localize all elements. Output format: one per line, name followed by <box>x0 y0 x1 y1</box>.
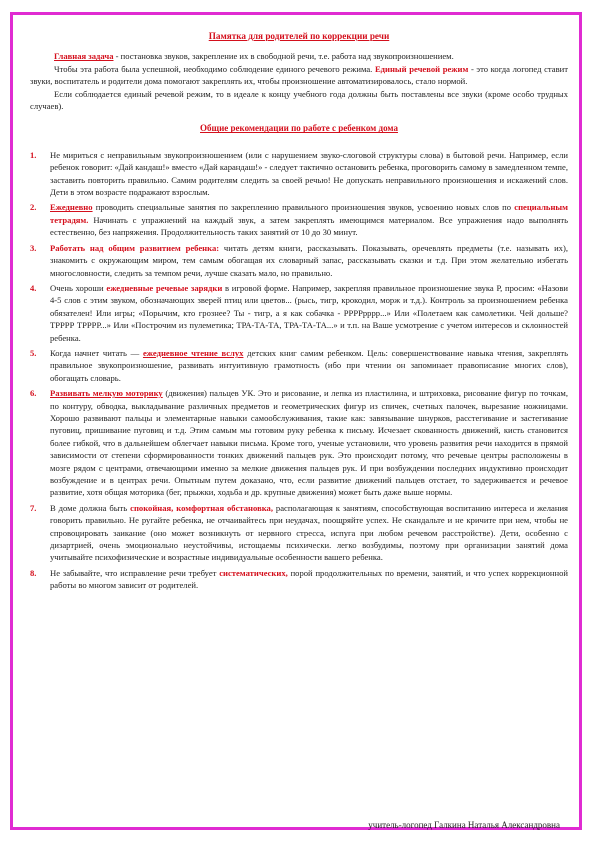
intro-paragraph-2 <box>30 63 568 88</box>
item-pre: Очень хороши <box>50 282 107 293</box>
item-lead: Ежедневно <box>50 202 93 213</box>
intro-paragraph-3: Если соблюдается единый речевой режим, то в идеале к концу учебного года должны быть поставлены все звуки (кроме особо трудных случаев). <box>30 88 568 112</box>
recommendation-item-6 <box>30 387 568 499</box>
item-lead: Работать над общим развитием ребенка: <box>50 242 220 253</box>
item-number: 4. <box>30 282 37 293</box>
document-body <box>30 30 568 595</box>
recommendation-item-4 <box>30 282 568 344</box>
recommendation-item-3 <box>30 242 568 279</box>
recommendation-item-1 <box>30 149 568 199</box>
item-text: Не мириться с неправильным звукопроизношением (или с нарушением звуко-слоговой структуры слова) в бытовой речи. Например, если ребенок говорит: «Дай кандаш!» вместо «Дай карандаш!» - следует тактично остановить ребенка, проговорить самому в замедленном темпе, заставить повторить правильно. Самим родителям следить за своей речью! Не допускать неправильного произношения и искажений слов. Дети в этом возрасте подражают взрослым. <box>50 149 568 198</box>
item-lead: Развивать мелкую моторику <box>50 388 163 399</box>
item-number: 8. <box>30 567 37 578</box>
recommendation-item-8 <box>30 567 568 592</box>
intro-p1-text: - постановка звуков, закрепление их в свободной речи, т.е. работа над звукопроизношением. <box>113 51 454 62</box>
item-text-after: Начинать с упражнений на каждый звук, а затем закреплять имеющимся материалом. Все упражнения надо выполнять естественно, без напряжения. Продолжительность таких занятий от 10 до 30 минут. <box>50 214 568 238</box>
recommendation-item-7 <box>30 502 568 564</box>
item-lead: систематических, <box>219 567 288 578</box>
item-lead: ежедневное чтение вслух <box>142 347 244 358</box>
document-title: Памятка для родителей по коррекции речи <box>208 31 390 41</box>
recommendation-item-2 <box>30 201 568 238</box>
recommendation-item-5 <box>30 347 568 384</box>
item-number: 1. <box>30 149 37 160</box>
intro-paragraph-1 <box>30 50 568 62</box>
item-text: читать детям книги, рассказывать. Показывать, оречевлять предметы (т.е. называть их), знакомить с окружающим миром, тем самым обогащая их словарный запас, рассказывать сказки и т.д. При этом желательно избегать многословности, следить за темпом речи, лучше сказать мало, но правильно. <box>50 242 568 278</box>
intro-p2-text: - это когда логопед ставит звуки, воспитатель и родители дома помогают закреплять их, чтобы произношение автоматизировалось, стало нормой. <box>30 63 568 87</box>
item-text: порой продолжительных по времени, занятий, и что успех коррекционной работы во многом зависит от родителей. <box>50 567 568 591</box>
item-text: (движения) пальцев УК. Это и рисование, и лепка из пластилина, и штриховка, рисование фигур по точкам, по контуру, обводка, выкладывание различных предметов и геометрических фигур из спичек, счетных палочек, вырезание ножницами. Хорошо развивают пальцы и элементарные навыки самообслуживания, такие как: завязывание шнурков, расстегивание и застегивание пуговиц, пришивание пуговиц и т.д. Этим самым мы готовим руку ребенка к письму. Исчезает скованность движений, кисть становится более гибкой, что в дальнейшем облегчает навыки письма. Кроме того, ученые установили, что уровень развития речи находится в прямой зависимости от степени сформированности тонких движений пальцев рук. Это происходит потому, что речевые центры расположены в мозге рядом с центрами, отвечающими именно за мелкие движения пальцев рук. И при возбуждении последних индуктивно происходит возбуждение и в центрах речи. Опытным путем доказано, что, если развитие движений пальцев отстает, то задерживается и речевое развитие, хотя общая моторика (бег, прыжки, ходьба и др. крупные движения) может быть даже выше нормы. <box>50 388 568 498</box>
item-text: располагающая к занятиям, способствующая воспитанию интереса и желания говорить правильно. Не ругайте ребенка, не отчаивайтесь при неудачах, поощряйте успех. Не скандальте и не кричите при нем, чтобы не спровоцировать заикание (оно может возникнуть от нервного стресса, испуга при любом речевом расстройстве). Дети, особенно с дизартрией, очень эмоционально неустойчивы, истощаемы психически. легко возбудимы, поэтому при организации занятий дома учитывайте психофизические и возрастные индивидуальные особенности вашего ребенка. <box>50 502 568 563</box>
item-pre: Не забывайте, что исправление речи требует <box>50 567 220 578</box>
item-lead: спокойная, комфортная обстановка, <box>130 502 273 513</box>
recommendations-heading: Общие рекомендации по работе с ребенком дома <box>200 123 398 134</box>
item-pre: В доме должна быть <box>50 502 131 513</box>
item-text: детских книг самим ребенком. Цель: совершенствование навыка чтения, закреплять правильное звукопроизношение, развивать интуитивную грамотность (ибо при чтении он запоминает правописание многих слов), обогащать словарь. <box>50 347 569 383</box>
speech-regime-label: Единый речевой режим <box>374 63 469 74</box>
item-text: в игровой форме. Например, закрепляя правильное произношение звука Р, просим: «Назови 4-5 слов с этим звуком, обозначающих зверей птиц или цветов... (рысь, тигр, крокодил, морж и т.д.). Контроль за произношением ребенка обязателен! Или игры; «Порычим, кто грознее? Ты - тигр, а я как собачка - РРРРрррр...» Или «Полетаем как самолетики. Чей дольше? ТРРРР ТРРРР...» Или «Построчим из пулеметика; ТРА-ТА-ТА, ТРА-ТА-ТА...» и т.п. на Ваше усмотрение с учетом интересов и склонностей ребенка. <box>50 282 569 343</box>
item-lead: ежедневные речевые зарядки <box>106 282 223 293</box>
item-number: 2. <box>30 202 37 213</box>
item-highlight: специальным тетрадям. <box>50 202 568 225</box>
item-number: 5. <box>30 347 37 358</box>
intro-p2-start: Чтобы эта работа была успешной, необходимо соблюдение единого речевого режима. <box>54 63 375 74</box>
main-task-label: Главная задача <box>54 51 114 62</box>
item-number: 3. <box>30 242 37 253</box>
item-pre: Когда начнет читать — <box>50 347 143 358</box>
author-signature: учитель-логопед Галкина Наталья Александровна <box>368 820 560 830</box>
item-number: 6. <box>30 388 37 399</box>
item-text: проводить специальные занятия по закреплению правильного произношения звуков, усвоению новых слов по <box>92 202 515 213</box>
item-number: 7. <box>30 502 37 513</box>
